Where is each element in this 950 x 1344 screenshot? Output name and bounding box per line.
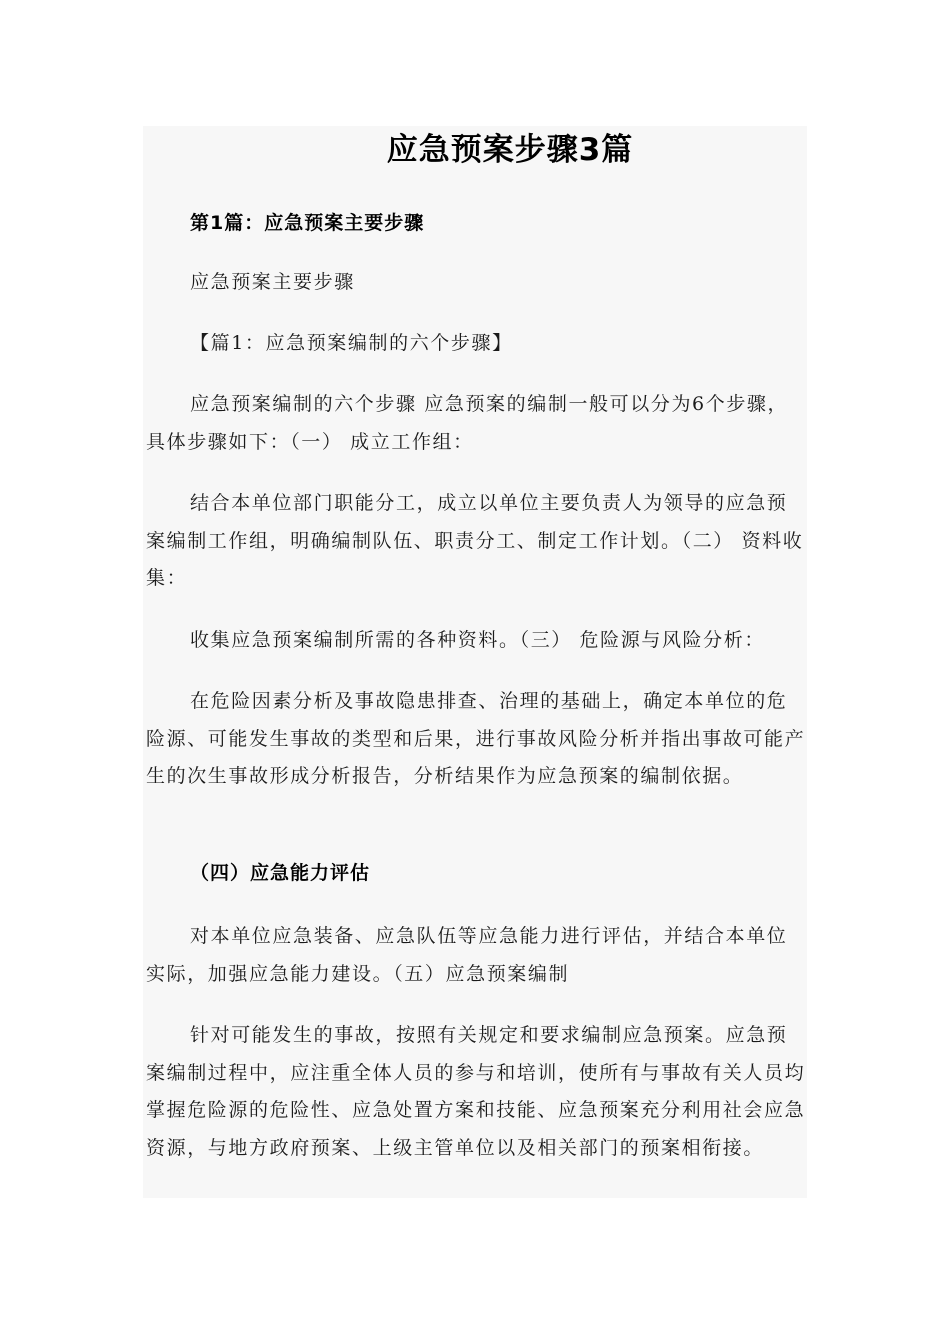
paragraph-5: 收集应急预案编制所需的各种资料。（三） 危险源与风险分析： xyxy=(190,629,765,651)
paragraph-6: 在危险因素分析及事故隐患排查、治理的基础上，确定本单位的危险源、可能发生事故的类型和后果，进行事故风险分析并指出事故可能产生的次生事故形成分析报告，分析结果作为应急预案的编制依据。 xyxy=(146,690,806,787)
paragraph-8: 针对可能发生的事故，按照有关规定和要求编制应急预案。应急预案编制过程中，应注重全体人员的参与和培训，使所有与事故有关人员均掌握危险源的危险性、应急处置方案和技能、应急预案充分利用社会应急资源，与地方政府预案、上级主管单位以及相关部门的预案相衔接。 xyxy=(146,1024,806,1159)
paragraph-7: 对本单位应急装备、应急队伍等应急能力进行评估，并结合本单位实际，加强应急能力建设。（五）应急预案编制 xyxy=(146,925,788,985)
paragraph-2: 【篇1：应急预案编制的六个步骤】 xyxy=(190,332,513,354)
paragraph-1: 应急预案主要步骤 xyxy=(190,271,355,293)
document-title: 应急预案步骤3篇 xyxy=(386,132,634,168)
section-heading-1: 第1篇：应急预案主要步骤 xyxy=(190,212,425,234)
paragraph-3: 应急预案编制的六个步骤 应急预案的编制一般可以分为6个步骤，具体步骤如下：（一） 成立工作组： xyxy=(146,393,789,453)
paragraph-4: 结合本单位部门职能分工，成立以单位主要负责人为领导的应急预案编制工作组，明确编制队伍、职责分工、制定工作计划。（二） 资料收集： xyxy=(146,492,804,589)
section-heading-2: （四）应急能力评估 xyxy=(190,862,371,884)
